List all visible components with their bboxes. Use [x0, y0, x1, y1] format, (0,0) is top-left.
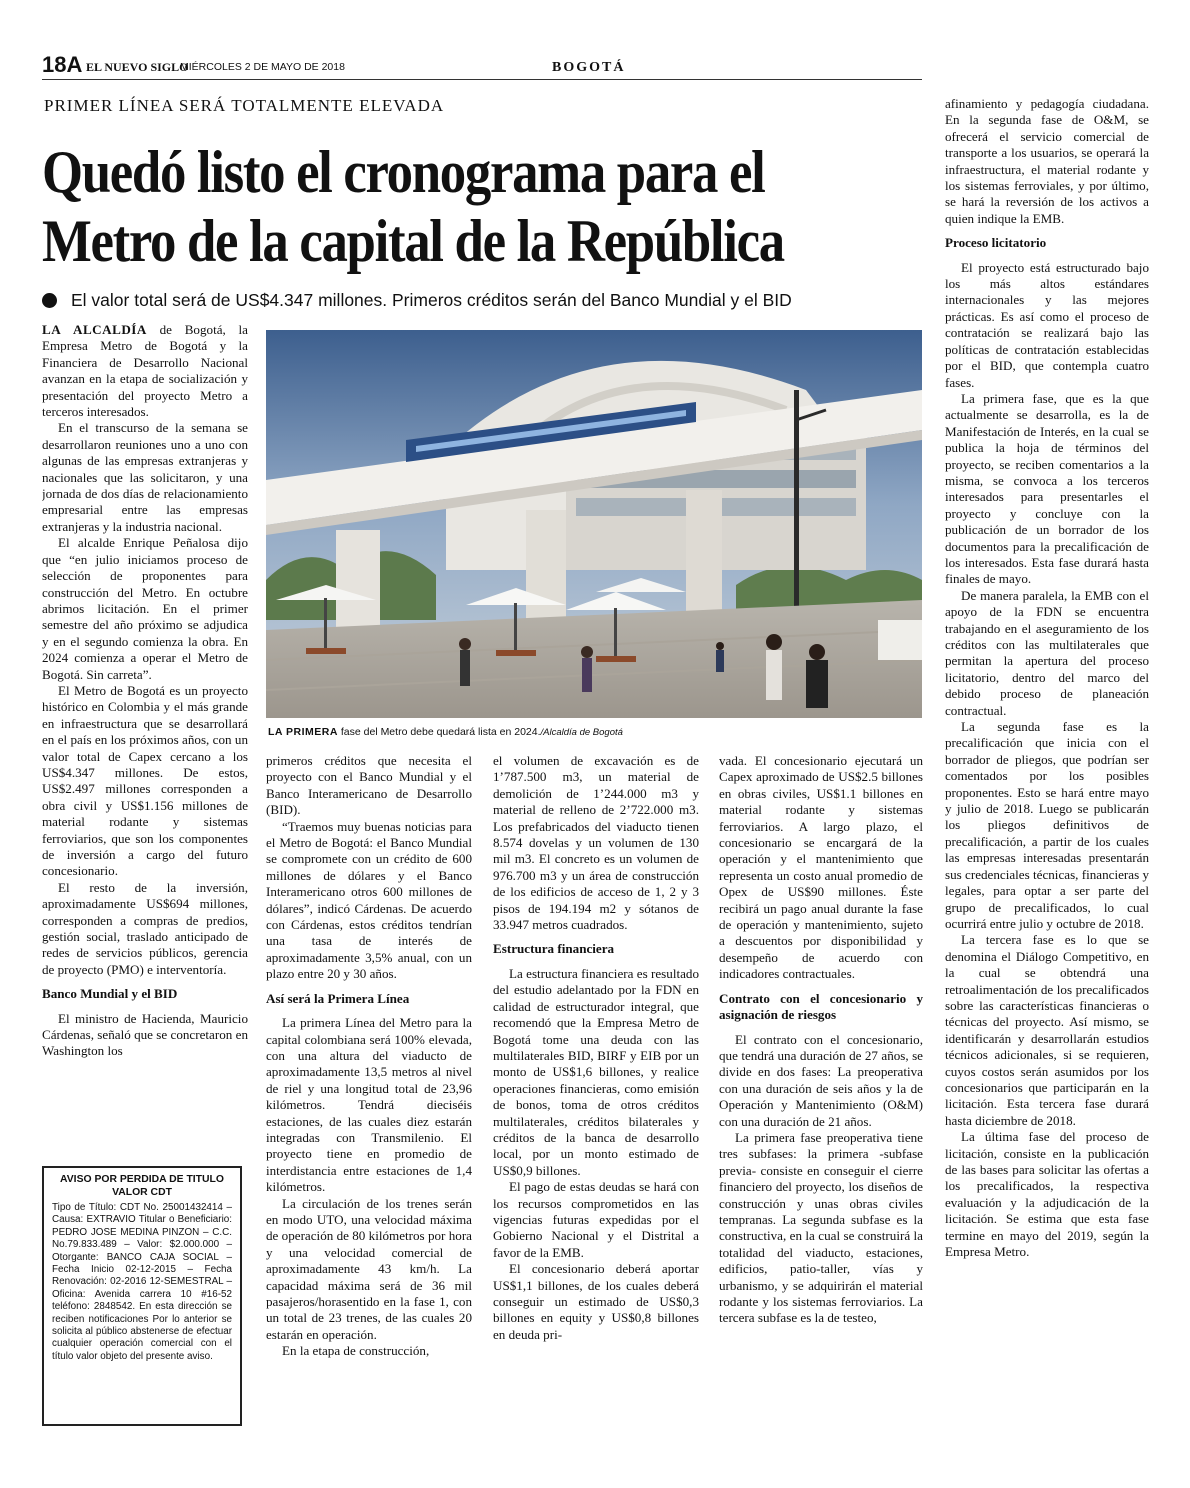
- paragraph: La última fase del proceso de licitación, consiste en la publicación de las bases para solicitar las ofertas a los precalificados, la respectiva evaluación y la adjudicación de la licitación. Se estima que esta fase termine en mayo del 2019, según la Empresa Metro.: [945, 1129, 1149, 1260]
- headline-line-1: Quedó listo el cronograma para el: [42, 139, 765, 205]
- section-name: BOGOTÁ: [552, 60, 626, 75]
- header-rule: [42, 79, 922, 80]
- paragraph: El contrato con el concesionario, que tendrá una duración de 27 años, se divide en dos fases: La preoperativa con una duración de seis años y la de Operación y Mantenimiento (O&M) con una duración de 21 años.: [719, 1031, 923, 1129]
- headline-line-2: Metro de la capital de la República: [42, 208, 784, 274]
- metro-rendering-photo: [266, 330, 922, 718]
- paragraph: De manera paralela, la EMB con el apoyo de la FDN se encuentra trabajando en el aseguramiento de los créditos con las multilaterales que permitan la apertura del proceso licitatorio, dentro del marco del debido proceso de planeación contractual.: [945, 587, 1149, 718]
- article-column-5: [945, 96, 1149, 1434]
- article-column-4: [719, 753, 923, 1433]
- paragraph: El resto de la inversión, aproximadamente US$694 millones, corresponden a compras de predios, gestión social, traslado anticipado de redes de servicios públicos, gerencia de proyecto (PMO) e interventoría.: [42, 879, 248, 977]
- caption-text: fase del Metro debe quedará lista en 2024.: [337, 726, 541, 738]
- headline: [42, 138, 825, 276]
- article-column-3: [493, 753, 699, 1433]
- paragraph: vada. El concesionario ejecutará un Capex aproximado de US$2.5 billones en obras civiles, US$1.1 billones en material rodante y sistemas ferroviarios. A largo plazo, el concesionario se encargará de la operación y el mantenimiento que representa un costo anual promedio de Opex de US$90 millones. Éste recibirá un pago anual durante la fase de operación y mantenimiento, sujeto a descuentos por disponibilidad y desempeño de acuerdo con indicadores contractuales.: [719, 753, 923, 982]
- paragraph: El concesionario deberá aportar US$1,1 billones, de los cuales deberá conseguir un estimado de US$0,3 billones en equity y US$0,8 billones en deuda pri-: [493, 1261, 699, 1342]
- photo-illustration: [266, 330, 922, 718]
- paragraph: El alcalde Enrique Peñalosa dijo que “en julio iniciamos proceso de selección de proponentes para construcción del Metro. En octubre abrimos licitación. En el primer semestre del año próximo se adjudica y en el segundo comienza la obra. En 2024 comienza a operar el Metro de Bogotá. Sin carreta”.: [42, 535, 248, 682]
- paragraph: La segunda fase es la precalificación que inicia con el borrador de pliegos, que podrían ser comentados por los posibles proponentes. Esto se hará entre mayo y julio de 2018. Luego se publicarán los pliegos definitivos de precalificación, a partir de los cuales las empresas interesadas presentarán sus credenciales técnicas, financieras y legales, para optar a ser parte del grupo de precalificados, lo cual ocurrirá entre julio y octubre de 2018.: [945, 719, 1149, 931]
- subheading: Contrato con el concesionario y asignación de riesgos: [719, 990, 923, 1023]
- page-number: 18A: [42, 52, 83, 77]
- paragraph: El pago de estas deudas se hará con los recursos comprometidos en las vigencias futuras expedidas por el Gobierno Nacional y el Distrital a favor de la EMB.: [493, 1179, 699, 1260]
- paragraph: La primera fase, que es la que actualmente se desarrolla, es la de Manifestación de Interés, en la cual se publica la hoja de términos del proyecto, se reciben comentarios a la misma, se convoca a los terceros interesados para presentarles el proyecto y concluye con la publicación de un borrador de los documentos para la precalificación de los interesados. Esta fase durará hasta finales de mayo.: [945, 390, 1149, 587]
- caption-lead: LA PRIMERA: [268, 726, 338, 738]
- bullet-dot-icon: [42, 293, 57, 308]
- paragraph: La primera fase preoperativa tiene tres subfases: la primera -subfase previa- consiste en conseguir el cierre financiero del proyecto, los diseños de construcción y unas obras civiles tempranas. La segunda subfase es la constructiva, en la cual se construirá la totalidad del viaducto, estaciones, edificios, patio-taller, vías y urbanismo, y se adquirirán el material rodante y los sistemas ferroviarios. La tercera subfase es la de testeo,: [719, 1129, 923, 1326]
- photo-credit: /Alcaldía de Bogotá: [540, 727, 623, 738]
- newspaper-name: EL NUEVO SIGLO: [86, 60, 189, 74]
- subheading: Proceso licitatorio: [945, 235, 1047, 251]
- subheading: Así será la Primera Línea: [266, 990, 410, 1006]
- paragraph: afinamiento y pedagogía ciudadana. En la segunda fase de O&M, se ofrecerá el servicio comercial de transporte a los usuarios, se operará la infraestructura, el material rodante y los sistemas ferroviales, y por último, se hará la reversión de los activos a quien indique la EMB.: [945, 96, 1149, 226]
- lead-in: LA ALCALDÍA: [42, 322, 147, 337]
- paragraph: “Traemos muy buenas noticias para el Metro de Bogotá: el Banco Mundial se compromete con un crédito de 600 millones de dólares y el Banco Interamericano otros 600 millones de dólares”, indicó Cárdenas. De acuerdo con Cárdenas, estos créditos tendrían una tasa de interés de aproximadamente 3,5% anual, con un plazo entre 20 y 30 años.: [266, 818, 472, 982]
- paragraph: El Metro de Bogotá es un proyecto histórico en Colombia y el más grande en infraestructura que se desarrollará en el país en los próximos años, con un valor total de Capex cercano a los US$4.347 millones. De estos, US$2.497 millones corresponden a obra civil y US$1.156 millones de material rodante y sistemas ferroviarios, que son los componentes de inversión a cargo del futuro concesionario.: [42, 682, 248, 879]
- article-column-2: [266, 753, 472, 1433]
- article-column-1: [42, 322, 248, 1152]
- paragraph: primeros créditos que necesita el proyecto con el Banco Mundial y el Banco Interamericano de Desarrollo (BID).: [266, 753, 472, 818]
- legal-notice-box: [42, 1166, 242, 1426]
- paragraph: La tercera fase es lo que se denomina el Diálogo Competitivo, en la cual se obtendrá una retroalimentación de los precalificados sobre las características financieras o técnicas del proyecto. Así mismo, se identificarán y desarrollarán estudios técnicos adicionales, si se requieren, cuyos costos serán asumidos por los concesionarios que participarán en la licitación. Esta tercera fase durará hasta diciembre de 2018.: [945, 932, 1149, 1128]
- paragraph: En el transcurso de la semana se desarrollaron reuniones uno a uno con algunas de las empresas extranjeras y nacionales que las solicitaron, y una jornada de dos días de relacionamiento empresarial entre las empresas extranjeras y la industria nacional.: [42, 420, 248, 534]
- paragraph: el volumen de excavación es de 1’787.500 m3, un material de demolición de 1’244.000 m3 y material de relleno de 2’722.000 m3. Los prefabricados del viaducto tienen 8.574 dovelas y un volumen de 130 mil m3. El concreto es un volumen de 976.700 m3 y un área de construcción de los edificios de acceso de 1, 2 y 3 pisos de 194.194 m2 y sótanos de 33.947 metros cuadrados.: [493, 753, 699, 933]
- paragraph: La estructura financiera es resultado del estudio adelantado por la FDN en calidad de estructurador integral, que recomendó que la Empresa Metro de Bogotá tome una deuda con las multilaterales BID, BIRF y EIB por un monto de US$1,6 billones, y realice operaciones financieras, como emisión de bonos, toma de otros créditos multilaterales, créditos bilaterales y créditos de la banca de desarrollo local, por un monto estimado de US$0,9 billones.: [493, 965, 699, 1178]
- paragraph: de Bogotá, la Empresa Metro de Bogotá y la Financiera de Desarrollo Nacional avanzan en la etapa de socialización y presentación del proyecto Metro a terceros interesados.: [42, 322, 248, 420]
- subhead: [42, 290, 932, 311]
- paragraph: La primera Línea del Metro para la capital colombiana será 100% elevada, con una altura del viaducto de aproximadamente 13,5 metros al nivel de riel y una longitud total de 23,96 kilómetros. Tendrá dieciséis estaciones, de las cuales diez estarán integradas con Transmilenio. El proyecto tiene en promedio de interdistancia entre estaciones de 1,4 kilómetros.: [266, 1015, 472, 1195]
- subheading: Banco Mundial y el BID: [42, 986, 178, 1002]
- notice-title: AVISO POR PERDIDA DE TITULO VALOR CDT: [60, 1174, 224, 1198]
- notice-body: Tipo de Título: CDT No. 25001432414 – Causa: EXTRAVIO Titular o Beneficiario: PEDRO JOSE MEDINA PINZON – C.C. No.79.833.489 – Valor: $2.000.000 – Otorgante: BANCO CAJA SOCIAL – Fecha Inicio 02-12-2015 – Fecha Renovación: 02-2016 12-SEMESTRAL – Oficina: Avenida carrera 10 #16-52 teléfono: 2848542. En esta dirección se reciben notificaciones Por lo anterior se solicita al público abstenerse de efectuar cualquier operación comercial con el título valor objeto del presente aviso.: [52, 1202, 232, 1362]
- paragraph: En la etapa de construcción,: [282, 1343, 430, 1359]
- issue-date: MIÉRCOLES 2 DE MAYO DE 2018: [180, 61, 345, 73]
- paragraph: La circulación de los trenes serán en modo UTO, una velocidad máxima de operación de 80 kilómetros por hora y una velocidad comercial de aproximadamente 43 km/h. La capacidad máxima será de 36 mil pasajeros/horasentido en la fase 1, con un total de 23 trenes, de las cuales 20 estarán en operación.: [266, 1195, 472, 1342]
- photo-caption: [268, 726, 623, 738]
- paragraph: El proyecto está estructurado bajo los más altos estándares internacionales y las mejores prácticas. Es así como el proceso de contratación se realizará bajo las políticas de contratación establecidas por el BID, que contempla cuatro fases.: [945, 259, 1149, 390]
- kicker: PRIMER LÍNEA SERÁ TOTALMENTE ELEVADA: [44, 96, 445, 115]
- subheading: Estructura financiera: [493, 941, 615, 957]
- paragraph: El ministro de Hacienda, Mauricio Cárdenas, señaló que se concretaron en Washington los: [42, 1010, 248, 1059]
- subhead-text: El valor total será de US$4.347 millones. Primeros créditos serán del Banco Mundial y el BID: [71, 290, 792, 310]
